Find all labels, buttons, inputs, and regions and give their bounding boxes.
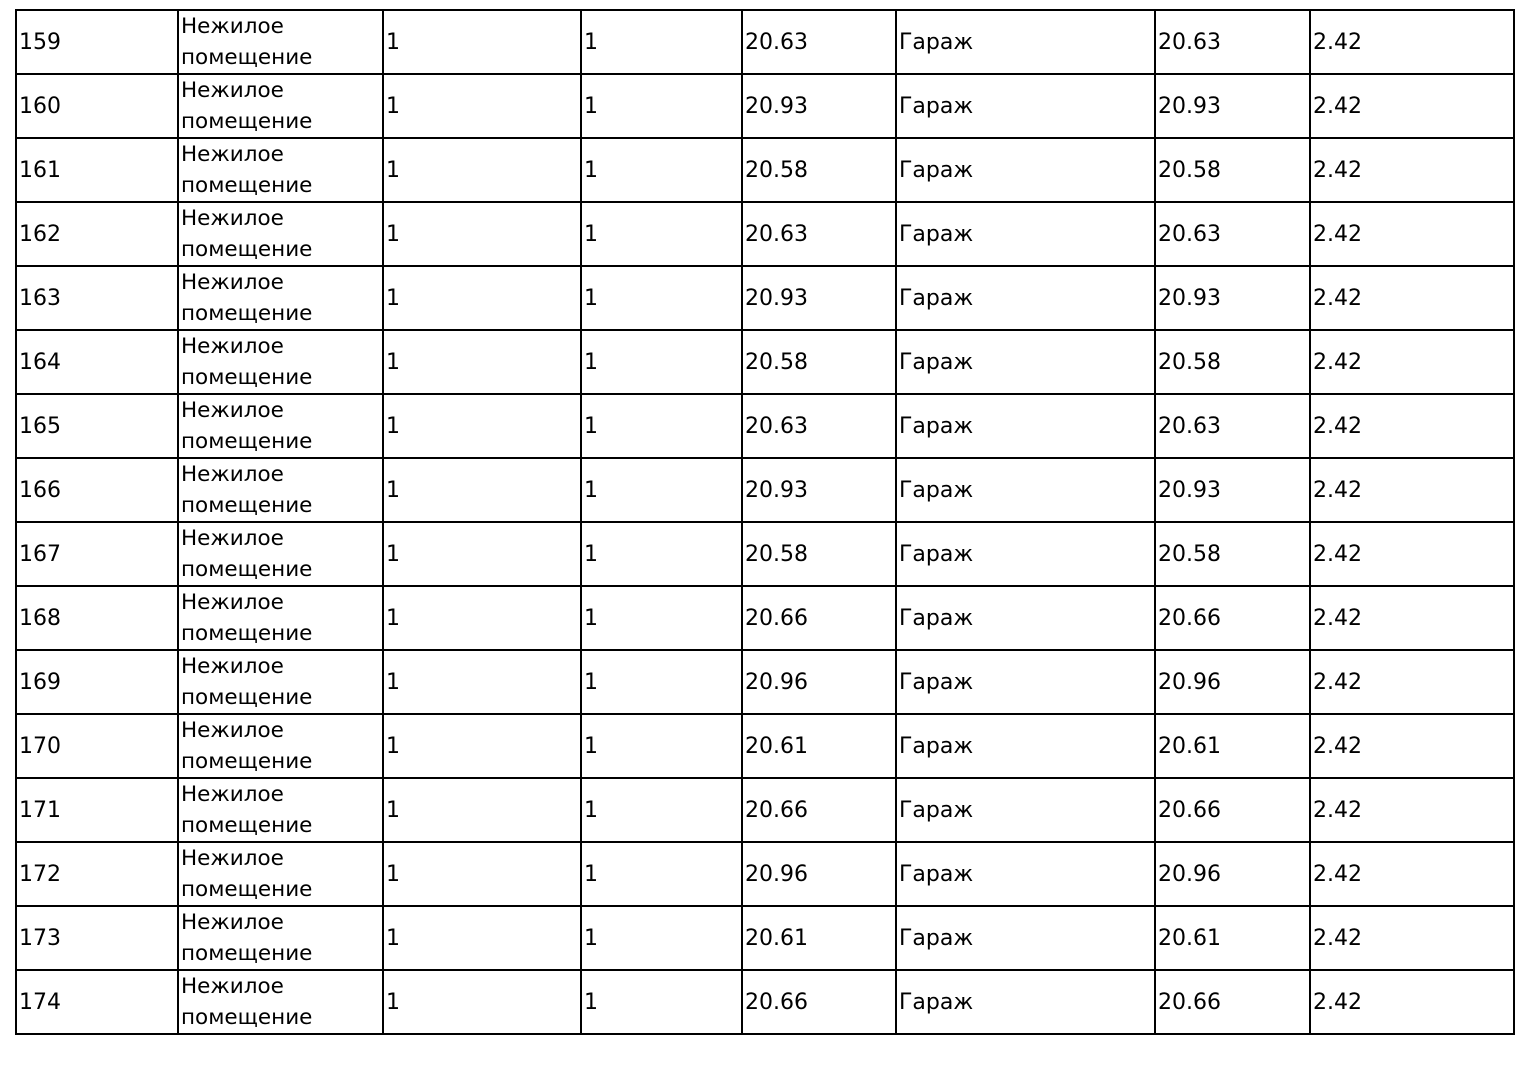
premises-type-line: помещение: [181, 237, 313, 262]
area-cell: 20.61: [742, 714, 896, 778]
area-cell: 20.66: [1155, 778, 1310, 842]
height-cell: 2.42: [1310, 778, 1514, 842]
purpose-cell: Гараж: [896, 330, 1155, 394]
height-cell: 2.42: [1310, 522, 1514, 586]
table-row: [16, 458, 1514, 522]
premises-type-line: помещение: [181, 365, 313, 390]
premises-type-cell: [178, 330, 383, 394]
row-number-cell: 164: [16, 330, 178, 394]
purpose-cell: Гараж: [896, 394, 1155, 458]
row-number-cell: 173: [16, 906, 178, 970]
premises-type-line: Нежилое: [181, 910, 284, 935]
premises-type-line: Нежилое: [181, 398, 284, 423]
height-cell: 2.42: [1310, 138, 1514, 202]
area-cell: 20.63: [1155, 10, 1310, 74]
premises-type-line: помещение: [181, 685, 313, 710]
area-cell: 20.93: [742, 266, 896, 330]
row-number-cell: 168: [16, 586, 178, 650]
premises-type-line: помещение: [181, 941, 313, 966]
count-cell: 1: [383, 138, 581, 202]
purpose-cell: Гараж: [896, 778, 1155, 842]
count-cell: 1: [383, 650, 581, 714]
table-row: [16, 330, 1514, 394]
premises-type-line: Нежилое: [181, 78, 284, 103]
table-row: [16, 714, 1514, 778]
premises-type-cell: [178, 266, 383, 330]
premises-type-line: Нежилое: [181, 206, 284, 231]
purpose-cell: Гараж: [896, 10, 1155, 74]
premises-type-line: Нежилое: [181, 718, 284, 743]
count-cell: 1: [383, 266, 581, 330]
count-cell: 1: [383, 202, 581, 266]
premises-type-line: Нежилое: [181, 270, 284, 295]
height-cell: 2.42: [1310, 266, 1514, 330]
height-cell: 2.42: [1310, 74, 1514, 138]
premises-type-cell: [178, 10, 383, 74]
area-cell: 20.58: [1155, 522, 1310, 586]
count-cell: 1: [581, 842, 742, 906]
area-cell: 20.63: [1155, 202, 1310, 266]
count-cell: 1: [581, 586, 742, 650]
purpose-cell: Гараж: [896, 202, 1155, 266]
premises-type-line: помещение: [181, 173, 313, 198]
premises-type-line: помещение: [181, 749, 313, 774]
height-cell: 2.42: [1310, 906, 1514, 970]
table-row: [16, 522, 1514, 586]
purpose-cell: Гараж: [896, 842, 1155, 906]
count-cell: 1: [383, 906, 581, 970]
count-cell: 1: [581, 266, 742, 330]
premises-type-cell: [178, 970, 383, 1034]
row-number-cell: 163: [16, 266, 178, 330]
premises-type-line: помещение: [181, 301, 313, 326]
area-cell: 20.66: [742, 970, 896, 1034]
premises-type-line: Нежилое: [181, 974, 284, 999]
row-number-cell: 162: [16, 202, 178, 266]
purpose-cell: Гараж: [896, 970, 1155, 1034]
row-number-cell: 166: [16, 458, 178, 522]
area-cell: 20.93: [1155, 458, 1310, 522]
purpose-cell: Гараж: [896, 714, 1155, 778]
count-cell: 1: [581, 458, 742, 522]
premises-type-cell: [178, 74, 383, 138]
count-cell: 1: [581, 394, 742, 458]
premises-type-line: Нежилое: [181, 526, 284, 551]
premises-type-line: помещение: [181, 109, 313, 134]
purpose-cell: Гараж: [896, 586, 1155, 650]
premises-type-cell: [178, 586, 383, 650]
count-cell: 1: [581, 522, 742, 586]
area-cell: 20.63: [742, 394, 896, 458]
premises-type-cell: [178, 522, 383, 586]
table-body: [16, 10, 1514, 1034]
premises-type-line: Нежилое: [181, 462, 284, 487]
count-cell: 1: [383, 714, 581, 778]
purpose-cell: Гараж: [896, 458, 1155, 522]
premises-type-line: Нежилое: [181, 142, 284, 167]
premises-type-cell: [178, 458, 383, 522]
row-number-cell: 161: [16, 138, 178, 202]
row-number-cell: 174: [16, 970, 178, 1034]
purpose-cell: Гараж: [896, 74, 1155, 138]
row-number-cell: 159: [16, 10, 178, 74]
area-cell: 20.58: [742, 138, 896, 202]
height-cell: 2.42: [1310, 586, 1514, 650]
area-cell: 20.58: [1155, 138, 1310, 202]
table-row: [16, 74, 1514, 138]
count-cell: 1: [581, 714, 742, 778]
area-cell: 20.58: [742, 522, 896, 586]
table-row: [16, 266, 1514, 330]
purpose-cell: Гараж: [896, 266, 1155, 330]
height-cell: 2.42: [1310, 330, 1514, 394]
premises-table: [15, 9, 1515, 1035]
purpose-cell: Гараж: [896, 906, 1155, 970]
premises-type-line: помещение: [181, 621, 313, 646]
premises-type-cell: [178, 202, 383, 266]
row-number-cell: 171: [16, 778, 178, 842]
count-cell: 1: [581, 778, 742, 842]
count-cell: 1: [383, 330, 581, 394]
height-cell: 2.42: [1310, 650, 1514, 714]
area-cell: 20.58: [1155, 330, 1310, 394]
premises-type-line: Нежилое: [181, 14, 284, 39]
row-number-cell: 160: [16, 74, 178, 138]
premises-type-line: Нежилое: [181, 334, 284, 359]
height-cell: 2.42: [1310, 394, 1514, 458]
table-row: [16, 394, 1514, 458]
row-number-cell: 167: [16, 522, 178, 586]
area-cell: 20.96: [742, 650, 896, 714]
premises-type-cell: [178, 394, 383, 458]
premises-type-line: помещение: [181, 429, 313, 454]
premises-type-line: помещение: [181, 557, 313, 582]
row-number-cell: 172: [16, 842, 178, 906]
count-cell: 1: [383, 10, 581, 74]
count-cell: 1: [383, 970, 581, 1034]
area-cell: 20.93: [742, 74, 896, 138]
count-cell: 1: [383, 842, 581, 906]
premises-type-line: помещение: [181, 877, 313, 902]
table-row: [16, 970, 1514, 1034]
purpose-cell: Гараж: [896, 650, 1155, 714]
count-cell: 1: [581, 906, 742, 970]
area-cell: 20.96: [742, 842, 896, 906]
table-row: [16, 842, 1514, 906]
premises-type-line: помещение: [181, 1005, 313, 1030]
height-cell: 2.42: [1310, 714, 1514, 778]
area-cell: 20.61: [1155, 906, 1310, 970]
table-row: [16, 586, 1514, 650]
area-cell: 20.63: [1155, 394, 1310, 458]
count-cell: 1: [383, 522, 581, 586]
area-cell: 20.61: [1155, 714, 1310, 778]
table-row: [16, 138, 1514, 202]
premises-type-line: Нежилое: [181, 846, 284, 871]
count-cell: 1: [581, 10, 742, 74]
count-cell: 1: [383, 778, 581, 842]
height-cell: 2.42: [1310, 202, 1514, 266]
area-cell: 20.66: [742, 778, 896, 842]
count-cell: 1: [581, 138, 742, 202]
premises-type-cell: [178, 138, 383, 202]
count-cell: 1: [581, 74, 742, 138]
height-cell: 2.42: [1310, 458, 1514, 522]
area-cell: 20.63: [742, 10, 896, 74]
premises-type-cell: [178, 842, 383, 906]
count-cell: 1: [383, 458, 581, 522]
premises-type-line: Нежилое: [181, 654, 284, 679]
count-cell: 1: [581, 650, 742, 714]
height-cell: 2.42: [1310, 970, 1514, 1034]
premises-type-line: Нежилое: [181, 782, 284, 807]
premises-type-line: помещение: [181, 493, 313, 518]
area-cell: 20.93: [1155, 266, 1310, 330]
table-row: [16, 906, 1514, 970]
area-cell: 20.66: [742, 586, 896, 650]
purpose-cell: Гараж: [896, 522, 1155, 586]
height-cell: 2.42: [1310, 10, 1514, 74]
area-cell: 20.93: [742, 458, 896, 522]
count-cell: 1: [581, 970, 742, 1034]
area-cell: 20.58: [742, 330, 896, 394]
height-cell: 2.42: [1310, 842, 1514, 906]
count-cell: 1: [581, 202, 742, 266]
area-cell: 20.96: [1155, 842, 1310, 906]
row-number-cell: 165: [16, 394, 178, 458]
premises-type-cell: [178, 714, 383, 778]
row-number-cell: 169: [16, 650, 178, 714]
area-cell: 20.61: [742, 906, 896, 970]
area-cell: 20.66: [1155, 586, 1310, 650]
area-cell: 20.96: [1155, 650, 1310, 714]
count-cell: 1: [581, 330, 742, 394]
area-cell: 20.93: [1155, 74, 1310, 138]
count-cell: 1: [383, 586, 581, 650]
area-cell: 20.66: [1155, 970, 1310, 1034]
row-number-cell: 170: [16, 714, 178, 778]
table-row: [16, 650, 1514, 714]
premises-type-line: помещение: [181, 45, 313, 70]
premises-type-line: Нежилое: [181, 590, 284, 615]
table-row: [16, 202, 1514, 266]
premises-type-cell: [178, 650, 383, 714]
purpose-cell: Гараж: [896, 138, 1155, 202]
table-row: [16, 778, 1514, 842]
area-cell: 20.63: [742, 202, 896, 266]
table-row: [16, 10, 1514, 74]
premises-type-line: помещение: [181, 813, 313, 838]
premises-type-cell: [178, 778, 383, 842]
count-cell: 1: [383, 74, 581, 138]
premises-type-cell: [178, 906, 383, 970]
count-cell: 1: [383, 394, 581, 458]
